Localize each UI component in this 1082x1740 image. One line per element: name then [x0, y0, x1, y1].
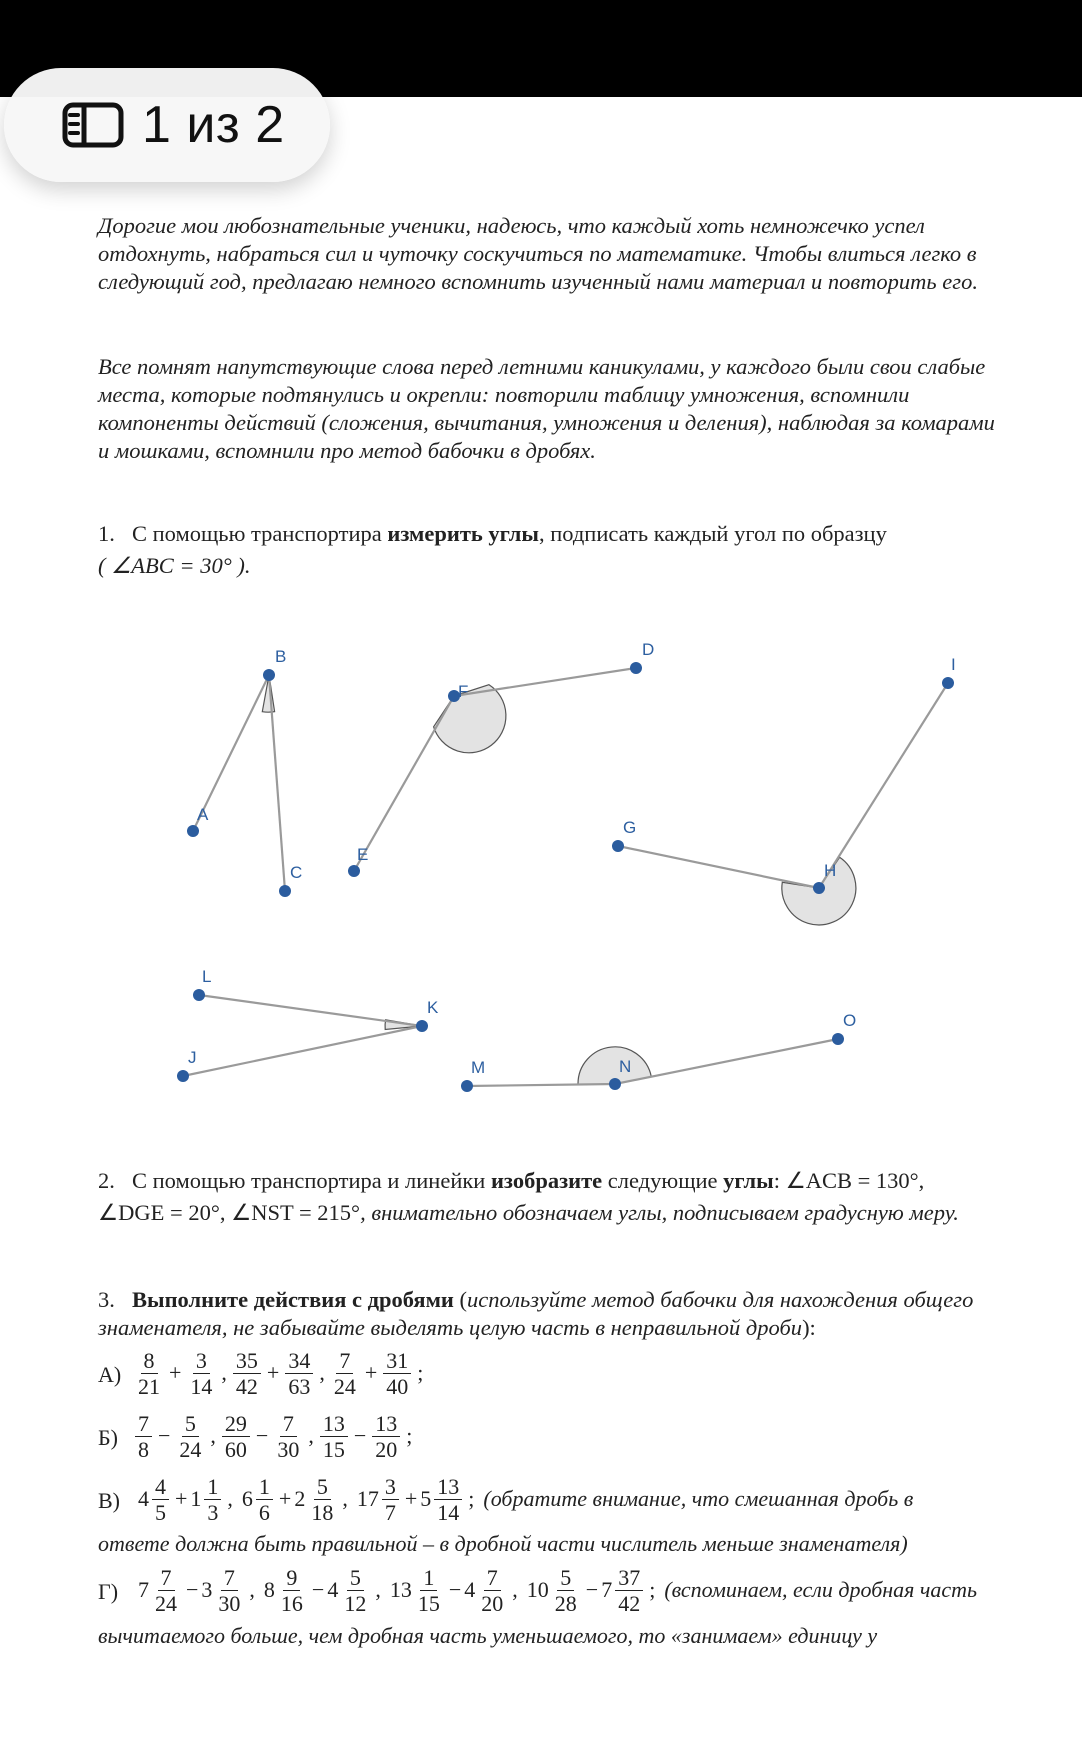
fraction: $\frac{13}{20}$ — [372, 1411, 400, 1462]
separator: , — [342, 1486, 348, 1511]
fraction: $\frac{9}{16}$ — [280, 1564, 303, 1616]
point-a — [187, 825, 199, 837]
row-b-label: Б) — [98, 1425, 118, 1450]
task-1-bold: измерить углы — [387, 521, 539, 546]
point-l — [193, 989, 205, 1001]
operator: − — [255, 1423, 269, 1448]
label-f: F — [458, 682, 469, 701]
point-d — [630, 662, 642, 674]
operator: + — [278, 1486, 292, 1511]
row-a — [98, 1345, 1018, 1401]
fraction: $\frac{7}{8}$ — [135, 1411, 152, 1462]
fraction: $\frac{1}{6}$ — [256, 1474, 273, 1525]
fraction: $\frac{1}{15}$ — [417, 1564, 440, 1616]
task-2-bold-2: углы — [723, 1168, 774, 1193]
fraction: $\frac{7}{24}$ — [155, 1564, 177, 1616]
fraction: $\frac{5}{28}$ — [554, 1564, 577, 1616]
task-3-bold: Выполните действия с дробями — [132, 1287, 454, 1312]
point-n — [609, 1078, 621, 1090]
task-3-paren-close: ): — [802, 1315, 816, 1340]
label-j: J — [188, 1048, 197, 1067]
fraction: $\frac{1}{3}$ — [204, 1474, 221, 1525]
separator: ; — [468, 1486, 475, 1511]
task-2-number: 2. — [98, 1168, 115, 1193]
task-1 — [98, 518, 1008, 582]
row-v-expression — [132, 1471, 913, 1527]
operator: + — [404, 1486, 418, 1511]
label-b: B — [275, 647, 287, 666]
task-3-paren-open: ( — [453, 1287, 468, 1312]
label-n: N — [619, 1057, 632, 1076]
page-counter-label: 1 из 2 — [142, 96, 285, 154]
task-2 — [98, 1165, 1008, 1229]
fraction: $\frac{31}{40}$ — [383, 1348, 411, 1399]
operator: − — [353, 1423, 367, 1448]
separator: , — [308, 1423, 314, 1448]
label-k: K — [427, 998, 439, 1017]
label-h: H — [824, 861, 837, 880]
operator: + — [169, 1360, 182, 1385]
whole-part: 3 — [201, 1577, 213, 1602]
operator: + — [266, 1360, 280, 1385]
point-k — [416, 1020, 428, 1032]
intro-paragraph-1: Дорогие мои любознательные ученики, надеюсь, что каждый хоть немножечко успел отдохнуть, набраться сил и чуточку соскучиться по математике. Чтобы влиться легко в следующий год, предлагаю немного вспомнить изученный нами материал и повторить его. — [98, 213, 978, 294]
whole-part: 5 — [420, 1486, 432, 1511]
point-m — [461, 1080, 473, 1092]
whole-part: 7 — [601, 1577, 613, 1602]
sidebar-icon[interactable] — [62, 102, 124, 148]
separator: , — [221, 1360, 227, 1385]
point-e — [348, 865, 360, 877]
whole-part: 4 — [464, 1577, 476, 1602]
whole-part: 13 — [389, 1577, 412, 1602]
label-c: C — [290, 863, 303, 882]
fraction: $\frac{29}{60}$ — [222, 1411, 250, 1462]
task-2-bold-1: изобразите — [490, 1168, 603, 1193]
row-g-note-continued: вычитаемого больше, чем дробная часть уменьшаемого, то «занимаем» единицу у — [98, 1623, 878, 1648]
task-2-angles: ∠DGE = 20°, ∠NST = 215° — [98, 1200, 361, 1225]
separator: ; — [417, 1360, 424, 1385]
row-g-expression — [132, 1562, 977, 1618]
row-a-label: А) — [98, 1362, 122, 1387]
fraction: $\frac{5}{24}$ — [179, 1410, 202, 1462]
row-b — [98, 1408, 1018, 1464]
separator: , — [512, 1577, 518, 1602]
point-g — [612, 840, 624, 852]
label-o: O — [843, 1011, 857, 1030]
operator: + — [175, 1486, 188, 1511]
task-2-text: С помощью транспортира и линейки — [132, 1168, 491, 1193]
operator: − — [585, 1577, 599, 1602]
fraction: $\frac{13}{15}$ — [320, 1411, 348, 1462]
task-1-text-2: , подписать каждый угол по образцу — [538, 521, 887, 546]
point-c — [279, 885, 291, 897]
whole-part: 4 — [138, 1486, 149, 1511]
whole-part: 4 — [327, 1577, 339, 1602]
point-h — [813, 882, 825, 894]
whole-part: 8 — [263, 1577, 275, 1602]
task-1-text: С помощью транспортира — [132, 521, 388, 546]
whole-part: 17 — [356, 1486, 379, 1511]
separator: ; — [649, 1577, 656, 1602]
separator: , — [249, 1577, 255, 1602]
separator: , — [210, 1423, 216, 1448]
fraction: $\frac{8}{21}$ — [138, 1347, 160, 1399]
whole-part: 2 — [294, 1486, 306, 1511]
task-3-note: используйте метод бабочки для нахождения общего знаменателя, не забывайте выделять целую часть в неправильной дроби — [98, 1287, 974, 1340]
fraction: $\frac{5}{18}$ — [311, 1473, 334, 1525]
point-b — [263, 669, 275, 681]
intro-paragraph-2: Все помнят напутствующие слова перед летними каникулами, у каждого были свои слабые места, которые подтянулись и окрепли: повторили таблицу умножения, вспомнили компоненты действий (сложения, вычитания, умножения и деления), наблюдая за комарами и мошками, вспомнили про метод бабочки в дробях. — [98, 354, 995, 463]
whole-part: 10 — [526, 1577, 549, 1602]
whole-part: 7 — [138, 1577, 149, 1602]
fraction: $\frac{5}{12}$ — [344, 1564, 367, 1616]
row-a-expression — [132, 1345, 426, 1401]
row-b-expression — [132, 1408, 415, 1464]
row-g — [98, 1562, 1018, 1618]
label-a: A — [197, 805, 209, 824]
whole-part: 6 — [241, 1486, 253, 1511]
operator: + — [364, 1360, 378, 1385]
page-counter-pill[interactable] — [4, 68, 330, 182]
fraction: $\frac{35}{42}$ — [233, 1348, 261, 1399]
task-2-text-3: : ∠ACB = 130°, — [773, 1168, 925, 1193]
row-v-note: (обратите внимание, что смешанная дробь в — [483, 1486, 914, 1511]
point-i — [942, 677, 954, 689]
task-3-number: 3. — [98, 1287, 115, 1312]
task-2-text-2: следующие — [602, 1168, 724, 1193]
angles-figure — [0, 620, 1082, 1110]
fraction: $\frac{34}{63}$ — [285, 1348, 313, 1399]
operator: − — [311, 1577, 325, 1602]
task-2-note: , внимательно обозначаем углы, подписываем градусную меру. — [360, 1200, 959, 1225]
row-v-label: В) — [98, 1488, 120, 1513]
separator: , — [319, 1360, 325, 1385]
operator: − — [448, 1577, 462, 1602]
point-o — [832, 1033, 844, 1045]
operator: − — [158, 1423, 171, 1448]
fraction: $\frac{7}{30}$ — [218, 1564, 241, 1616]
label-e: E — [357, 845, 369, 864]
fraction: $\frac{3}{14}$ — [190, 1347, 213, 1399]
fraction: $\frac{7}{30}$ — [277, 1410, 300, 1462]
label-m: M — [471, 1058, 486, 1077]
operator: − — [186, 1577, 199, 1602]
fraction: $\frac{37}{42}$ — [615, 1565, 643, 1616]
task-1-number: 1. — [98, 521, 115, 546]
point-j — [177, 1070, 189, 1082]
fraction: $\frac{7}{24}$ — [333, 1347, 356, 1399]
separator: , — [375, 1577, 381, 1602]
fraction: $\frac{7}{20}$ — [481, 1564, 504, 1616]
label-l: L — [202, 967, 212, 986]
label-d: D — [642, 640, 655, 659]
fraction: $\frac{13}{14}$ — [434, 1474, 462, 1525]
whole-part: 1 — [190, 1486, 202, 1511]
row-v-note-continued: ответе должна быть правильной – в дробной части числитель меньше знаменателя) — [98, 1531, 908, 1556]
fraction: $\frac{3}{7}$ — [382, 1474, 399, 1525]
fraction: $\frac{4}{5}$ — [152, 1474, 169, 1525]
label-i: I — [951, 655, 956, 674]
row-g-note: (вспоминаем, если дробная часть — [664, 1577, 978, 1602]
separator: ; — [406, 1423, 413, 1448]
label-g: G — [623, 818, 637, 837]
separator: , — [227, 1486, 233, 1511]
row-g-label: Г) — [98, 1579, 119, 1604]
row-v — [98, 1471, 1018, 1527]
task-3 — [98, 1286, 1008, 1342]
task-1-example: ( ∠ABC = 30° ). — [98, 553, 251, 578]
